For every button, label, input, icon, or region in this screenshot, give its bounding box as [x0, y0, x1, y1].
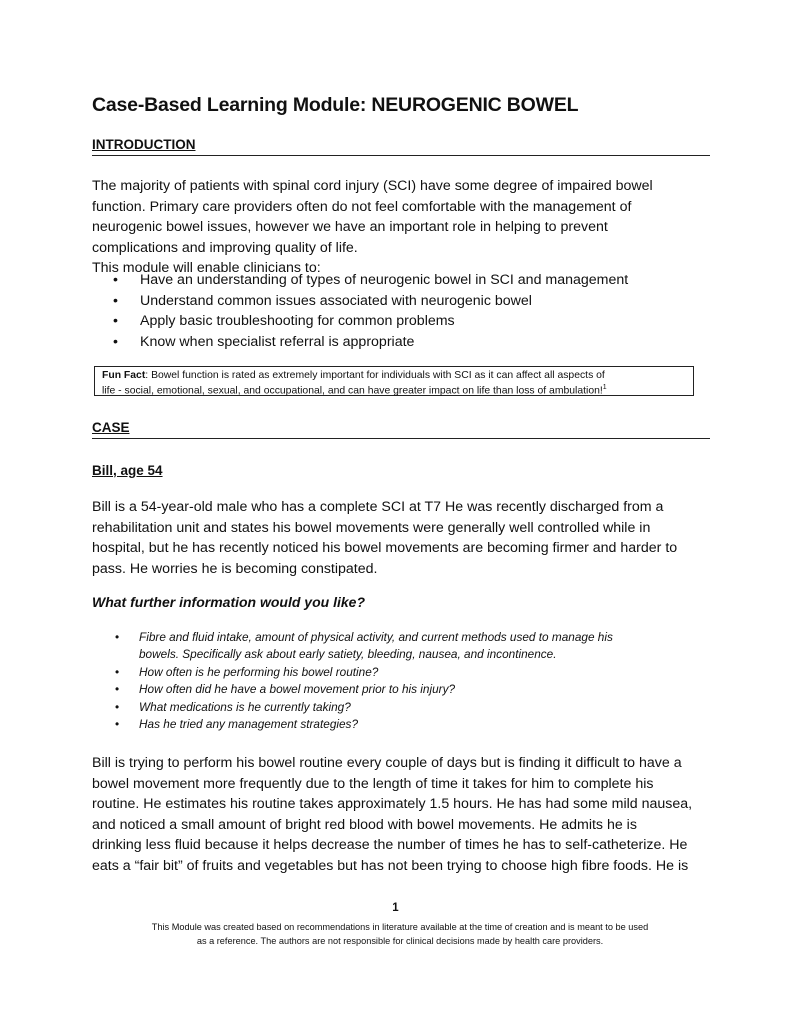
bullet-icon: • — [113, 272, 118, 288]
bullet-icon: • — [115, 717, 120, 732]
case-followup: Bill is trying to perform his bowel routine every couple of days but is finding it difficult to have a bowel movement more frequently due to the length of time it takes for him to complete his routine. He estimates his routine takes approximately 1.5 hours. He has had some mild nausea, and noticed a small amount of bright red blood with bowel movements. He admits he is drinking less fluid because it helps decrease the number of times he has to self-catheterize. He eats a “fair bit” of fruits and vegetables but has not been trying to choose high fibre foods. He is — [92, 755, 693, 874]
list-item: • Apply basic troubleshooting for common problems — [110, 311, 670, 332]
list-item: • Fibre and fluid intake, amount of physical activity, and current methods used to manage his bowels. Specifically ask about early satiety, bleeding, nausea, and incontinence. — [115, 630, 613, 662]
bullet-icon: • — [113, 313, 118, 329]
list-item: • How often did he have a bowel movement prior to his injury? — [112, 681, 702, 698]
case-description: Bill is a 54-year-old male who has a complete SCI at T7 He was recently discharged from a rehabilitation unit and states his bowel movements were generally well controlled while in hospital, but he has recently noticed his bowel movements are becoming firmer and harder to pass. He worries he is becoming constipated. — [92, 499, 678, 577]
fun-fact-text: : Bowel function is rated as extremely important for individuals with SCI as it can affect all aspects of — [145, 370, 605, 381]
list-item: • How often is he performing his bowel routine? — [112, 664, 702, 681]
fun-fact-box — [94, 366, 694, 396]
bullet-icon: • — [115, 699, 120, 714]
bullet-icon: • — [115, 682, 120, 697]
bullet-icon: • — [115, 630, 120, 644]
intro-line: This module will enable clinicians to: — [92, 260, 321, 276]
patient-heading: Bill, age 54 — [92, 463, 163, 478]
list-item: • Know when specialist referral is appropriate — [110, 332, 670, 353]
list-item: • Understand common issues associated with neurogenic bowel — [110, 291, 670, 312]
list-item: • Has he tried any management strategies? — [112, 716, 702, 733]
fun-fact-text: life - social, emotional, sexual, and occupational, and can have greater impact on life than loss of ambulation! — [102, 385, 603, 397]
intro-line: neurogenic bowel issues, however we have an important role in helping to prevent — [92, 219, 608, 235]
objectives-list — [110, 270, 670, 352]
list-item: • What medications is he currently taking? — [112, 699, 702, 716]
footer-line: This Module was created based on recommendations in literature available at the time of creation and is meant to be used — [151, 922, 649, 932]
fun-fact-label: Fun Fact — [102, 370, 146, 381]
case-heading: CASE — [92, 420, 710, 439]
page-title: Case-Based Learning Module: NEUROGENIC BOWEL — [92, 94, 579, 116]
question-list — [112, 629, 702, 733]
bullet-icon: • — [115, 664, 120, 679]
footer-line: as a reference. The authors are not responsible for clinical decisions made by health care providers. — [196, 936, 604, 946]
introduction-paragraph — [92, 176, 712, 279]
bullet-icon: • — [113, 333, 118, 350]
question-heading: What further information would you like? — [92, 594, 365, 610]
introduction-heading: INTRODUCTION — [92, 137, 710, 156]
list-item: • Have an understanding of types of neurogenic bowel in SCI and management — [110, 270, 670, 291]
page-footer — [100, 920, 700, 948]
footnote-marker: 1 — [602, 384, 607, 392]
page-number: 1 — [392, 902, 399, 914]
intro-line: complications and improving quality of life. — [92, 239, 358, 256]
bullet-icon: • — [113, 292, 118, 309]
intro-line: function. Primary care providers often do not feel comfortable with the management of — [92, 198, 632, 215]
intro-line: The majority of patients with spinal cord injury (SCI) have some degree of impaired bowel — [92, 178, 653, 194]
